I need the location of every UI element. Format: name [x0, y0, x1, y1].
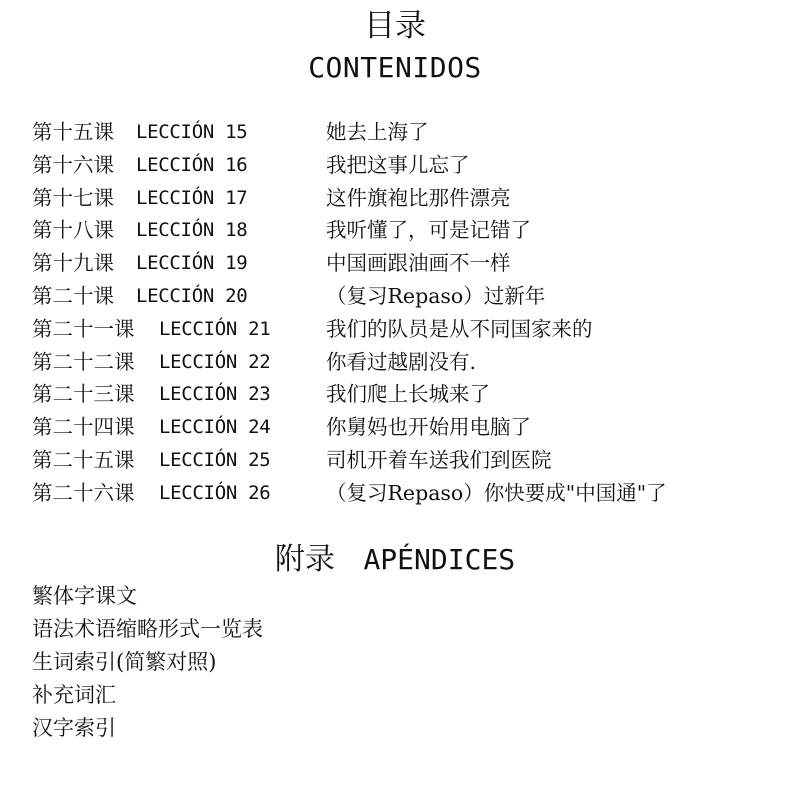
lesson-number-cn: 第二十三课 [32, 382, 135, 407]
lesson-number-cn: 第十五课 [32, 120, 114, 144]
lesson-number-cn: 第二十课 [32, 283, 114, 308]
page-title-es: CONTENIDOS [308, 51, 482, 84]
lesson-number-es: LECCIÓN 22 [159, 350, 271, 373]
lesson-title: 我把这事儿忘了 [326, 152, 470, 177]
lesson-number-es: LECCIÓN 23 [159, 383, 271, 406]
toc-row[interactable] [32, 444, 772, 477]
lesson-title: 你看过越剧没有. [326, 349, 477, 374]
lesson-number-cn: 第十八课 [32, 218, 114, 243]
lesson-number-cn: 第二十一课 [32, 316, 135, 341]
lesson-title: （复习Repaso）你快要成"中国通"了 [326, 480, 667, 505]
lesson-number-es: LECCIÓN 15 [136, 121, 248, 143]
lesson-number-cn: 第十九课 [32, 251, 114, 276]
lesson-title: 我们爬上长城来了 [326, 382, 490, 407]
appendix-item[interactable]: 汉字索引 [32, 716, 116, 740]
appendix-item[interactable]: 补充词汇 [32, 683, 116, 707]
lesson-number-es: LECCIÓN 16 [136, 153, 248, 176]
lesson-number-cn: 第二十六课 [32, 480, 135, 505]
toc-row[interactable] [32, 182, 772, 215]
lesson-title: 中国画跟油画不一样 [326, 251, 511, 276]
appendix-heading [0, 540, 790, 580]
lesson-title: 这件旗袍比那件漂亮 [326, 185, 511, 210]
toc-row[interactable] [32, 116, 772, 149]
appendix-list [32, 580, 772, 745]
toc-row[interactable] [32, 378, 772, 411]
table-of-contents [32, 116, 772, 510]
lesson-number-es: LECCIÓN 21 [159, 317, 271, 340]
lesson-number-es: LECCIÓN 18 [136, 219, 248, 242]
appendix-item[interactable]: 生词索引(简繁对照) [32, 650, 217, 674]
toc-row[interactable] [32, 346, 772, 379]
toc-row[interactable] [32, 411, 772, 444]
lesson-number-es: LECCIÓN 24 [159, 416, 271, 439]
appendix-item[interactable]: 语法术语缩略形式一览表 [32, 617, 263, 641]
lesson-number-cn: 第十七课 [32, 185, 114, 210]
toc-row[interactable] [32, 247, 772, 280]
lesson-title: （复习Repaso）过新年 [326, 283, 546, 308]
lesson-number-es: LECCIÓN 20 [136, 284, 248, 307]
lesson-number-cn: 第二十四课 [32, 415, 135, 440]
appendix-heading-zh: 附录 [274, 542, 335, 577]
lesson-number-es: LECCIÓN 19 [136, 252, 248, 275]
toc-row[interactable] [32, 313, 772, 346]
toc-row[interactable] [32, 477, 772, 510]
lesson-number-es: LECCIÓN 17 [136, 186, 248, 209]
lesson-title: 司机开着车送我们到医院 [326, 447, 552, 472]
lesson-number-cn: 第二十二课 [32, 349, 135, 374]
toc-row[interactable] [32, 149, 772, 182]
toc-row[interactable] [32, 214, 772, 247]
lesson-title: 我们的队员是从不同国家来的 [326, 316, 593, 341]
lesson-number-es: LECCIÓN 26 [159, 481, 271, 504]
lesson-title: 你舅妈也开始用电脑了 [326, 415, 531, 440]
toc-row[interactable] [32, 280, 772, 313]
lesson-title: 她去上海了 [326, 120, 429, 144]
appendix-heading-es: APÉNDICES [363, 543, 516, 576]
page-title-zh: 目录 [364, 8, 426, 44]
lesson-number-es: LECCIÓN 25 [159, 448, 271, 471]
lesson-number-cn: 第十六课 [32, 152, 114, 177]
lesson-title: 我听懂了，可是记错了 [326, 218, 531, 243]
appendix-item[interactable]: 繁体字课文 [32, 584, 137, 608]
lesson-number-cn: 第二十五课 [32, 447, 135, 472]
